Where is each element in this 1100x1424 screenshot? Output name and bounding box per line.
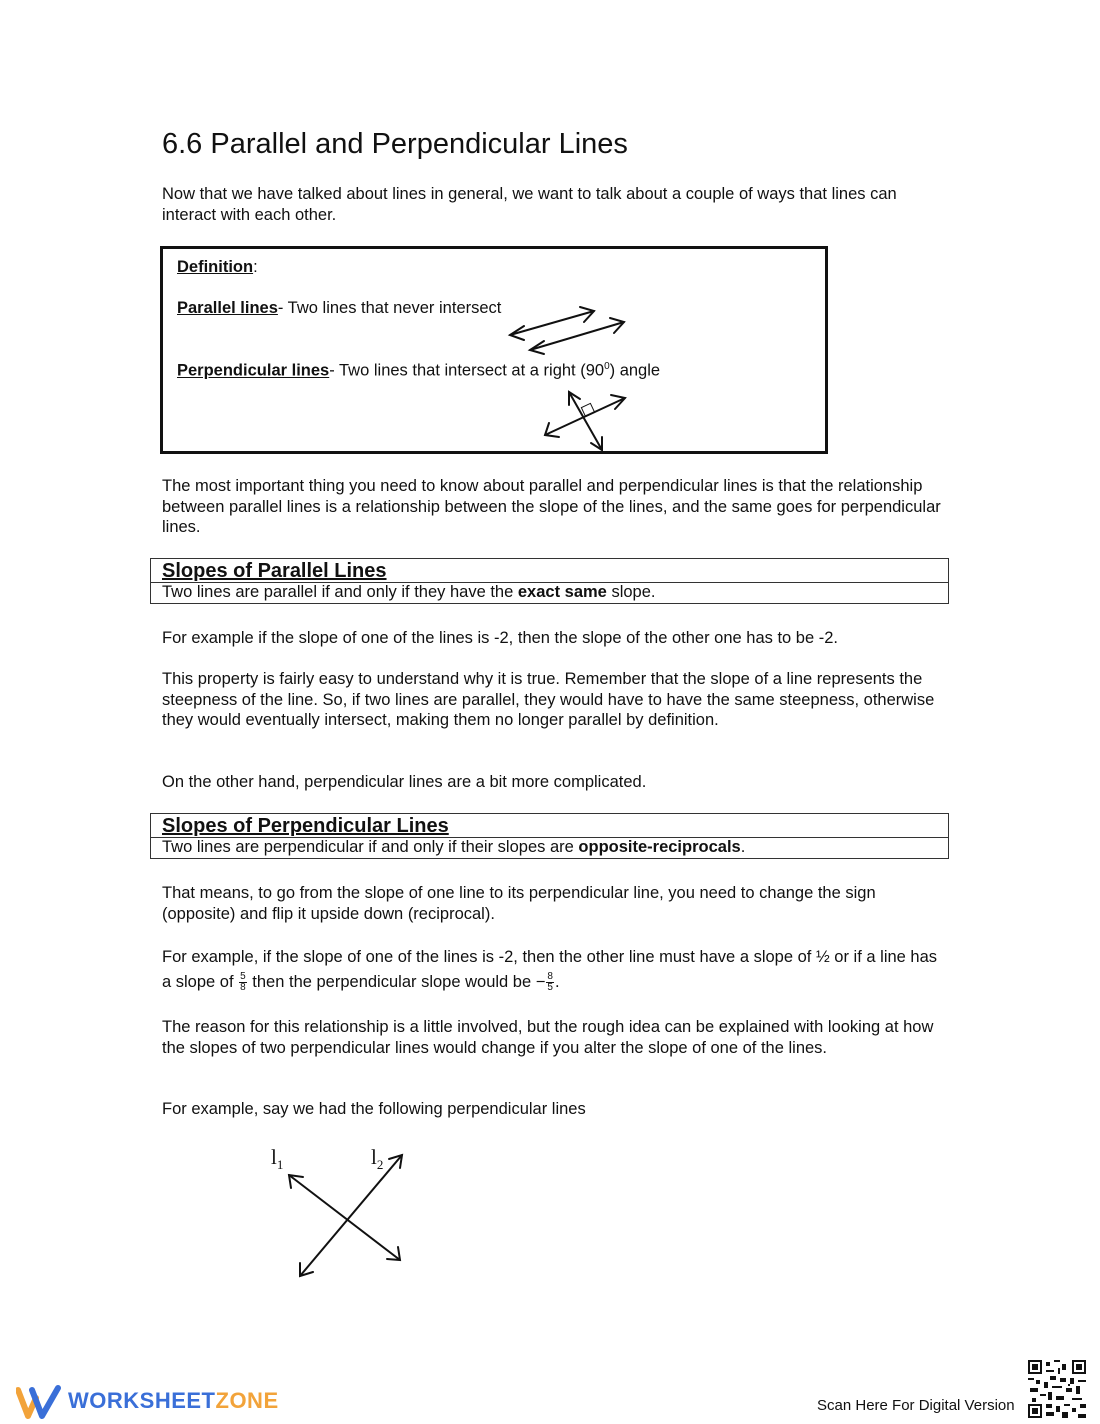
parallel-definition: Parallel lines- Two lines that never intersect [177, 299, 502, 317]
page-title: 6.6 Parallel and Perpendicular Lines [162, 128, 628, 160]
qr-code-icon[interactable] [1028, 1360, 1086, 1418]
perpendicular-term: Perpendicular lines [177, 361, 330, 380]
worksheetzone-brand: WORKSHEETZONE [68, 1388, 279, 1413]
parallel-slopes-rule: Two lines are parallel if and only if they have the exact same slope. [151, 582, 948, 603]
worksheetzone-logo-icon [16, 1384, 62, 1420]
perpendicular-lines-figure [535, 383, 635, 458]
fraction-eight-fifths: $\frac{8}{5}$ [547, 971, 553, 994]
label-l2: $l_2$ [371, 1145, 384, 1173]
means-paragraph: That means, to go from the slope of one line to its perpendicular line, you need to change the sign (opposite) and flip it upside down (reciprocal). [162, 884, 876, 923]
parallel-example: For example if the slope of one of the lines is -2, then the slope of the other one has to be -2. [162, 629, 839, 647]
line-l1 [289, 1175, 400, 1260]
say-paragraph: For example, say we had the following perpendicular lines [162, 1100, 586, 1118]
label-l1: $l_1$ [271, 1145, 284, 1173]
property-paragraph: This property is fairly easy to understand why it is true. Remember that the slope of a line represents the steepness of the line. So, if two lines are parallel, they would have to have the same steepness, otherwise they would eventually intersect, making them no longer parallel by definition. [162, 670, 935, 729]
reason-paragraph: The reason for this relationship is a little involved, but the rough idea can be explained with looking at how the slopes of two perpendicular lines would change if you alter the slope of one of the lines. [162, 1018, 934, 1057]
scan-caption: Scan Here For Digital Version [817, 1397, 1015, 1414]
perpendicular-slopes-box [150, 813, 949, 859]
parallel-slopes-box [150, 558, 949, 604]
fraction-five-eighths: $\frac{5}{8}$ [240, 971, 246, 994]
definition-box [160, 246, 828, 454]
perpendicular-example: For example, if the slope of one of the lines is -2, then the other line must have a slope of ½ or if a line has a slope of $\frac{5}{8}$ then the perpendicular slope would be − $\frac{8}{5}$ . [162, 948, 938, 994]
important-paragraph: The most important thing you need to know about parallel and perpendicular lines is that the relationship between parallel lines is a relationship between the slope of the lines, and the same goes for perpendicular lines. [162, 477, 941, 536]
parallel-line-1 [510, 311, 594, 335]
perpendicular-definition: Perpendicular lines- Two lines that intersect at a right $(90^0)$ angle [177, 361, 661, 380]
parallel-slopes-heading: Slopes of Parallel Lines [162, 560, 387, 582]
perpendicular-slopes-rule: Two lines are perpendicular if and only if their slopes are opposite-reciprocals. [151, 837, 948, 858]
definition-heading: Definition: [177, 258, 258, 276]
intro-paragraph: Now that we have talked about lines in general, we want to talk about a couple of ways that lines can interact with each other. [162, 185, 897, 224]
line-l2 [300, 1155, 402, 1276]
parallel-term: Parallel lines [177, 299, 278, 317]
other-hand-paragraph: On the other hand, perpendicular lines are a bit more complicated. [162, 773, 647, 791]
crossing-lines-figure [285, 1150, 410, 1285]
parallel-lines-figure [500, 300, 640, 360]
perpendicular-slopes-heading: Slopes of Perpendicular Lines [162, 815, 449, 837]
